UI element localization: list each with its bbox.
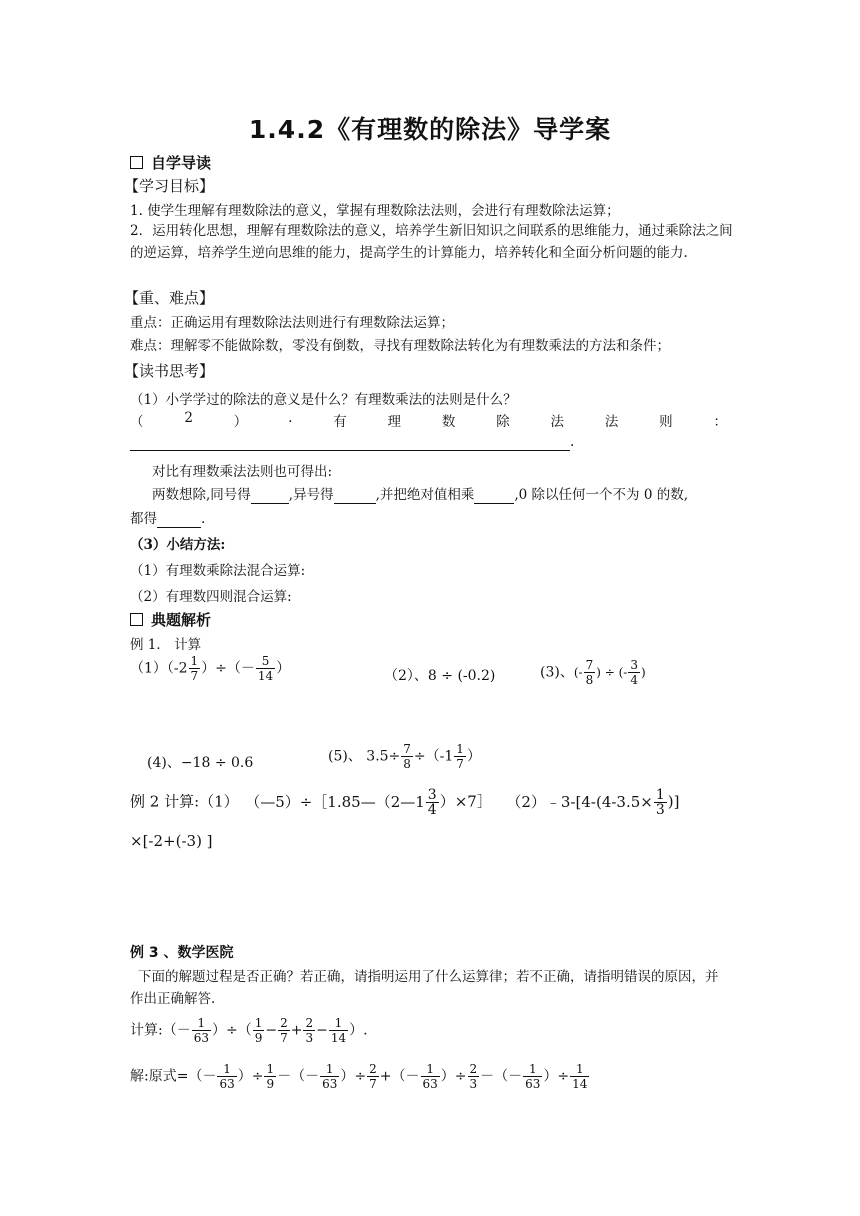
example-3-description: 下面的解题过程是否正确？若正确，请指明运用了什么运算律；若不正确，请指明错误的原因，并作出正确解答. [130, 969, 719, 1007]
fraction: $\frac{5}{14}$ [257, 654, 274, 683]
answer-blank[interactable] [130, 434, 570, 451]
rule-fill-line-2: 都得 . [130, 511, 206, 527]
fraction: $\frac{1}{7}$ [456, 742, 464, 771]
summary-2: （2）有理数四则混合运算: [130, 589, 292, 605]
fraction: $\frac{2}{3}$ [305, 1016, 314, 1045]
fraction: $\frac{2}{3}$ [469, 1062, 478, 1091]
fraction: $\frac{2}{7}$ [369, 1062, 377, 1091]
section-self-study: 自学导读 [130, 152, 211, 173]
rule-fill-line: 两数想除,同号得 ,异号得 ,并把绝对值相乘 ,0 除以任何一个不为 0 的数, [152, 487, 689, 503]
fraction: $\frac{3}{4}$ [427, 787, 437, 818]
fraction: $\frac{1}{14}$ [572, 1062, 588, 1091]
rule-answer-line[interactable]: . [130, 434, 574, 451]
fraction: $\frac{3}{4}$ [630, 658, 638, 687]
checkbox-square-icon [130, 613, 143, 626]
example-1-label: 例 1． 计算 [130, 637, 202, 653]
fraction: $\frac{1}{9}$ [254, 1016, 263, 1045]
reading-question-2: （ 2 ） . 有 理 数 除 法 法 则 ： [130, 410, 727, 430]
objective-1: 1. 使学生理解有理数除法的意义，掌握有理数除法法则，会进行有理数除法运算； [130, 203, 620, 219]
blank-same-sign[interactable] [251, 487, 289, 504]
fraction: $\frac{1}{3}$ [655, 787, 665, 818]
ex1-problem-3: (3)、(- $\frac{7}{8}$ ) ÷ (- $\frac{3}{4}$ ) [540, 658, 646, 687]
objectives-heading: 【学习目标】 [124, 177, 215, 195]
fraction: $\frac{7}{8}$ [585, 658, 594, 687]
fraction: $\frac{1}{63}$ [422, 1062, 438, 1091]
key-point: 重点：正确运用有理数除法法则进行有理数除法运算； [130, 315, 454, 331]
fraction: $\frac{1}{63}$ [322, 1062, 338, 1091]
ex1-problem-1: （1）（-2 $\frac{1}{7}$ ）÷（－ $\frac{5}{14}$ ） [130, 654, 291, 683]
example-2-line-2: ×[-2+(-3) ] [130, 832, 213, 850]
ex1-problem-2: （2）、8 ÷ (-0.2) [384, 668, 496, 684]
blank-zero[interactable] [157, 511, 201, 528]
objective-2: 2．运用转化思想，理解有理数除法的意义，培养学生新旧知识之间联系的思维能力，通过乘除法之间的逆运算，培养学生逆向思维的能力，提高学生的计算能力，培养转化和全面分析问题的能力. [130, 223, 733, 261]
blank-abs[interactable] [474, 487, 514, 504]
compare-text: 对比有理数乘法法则也可得出: [152, 464, 333, 480]
example-2-line-1: 例 2 计算:（1） （—5）÷［1.85—（2—1 $\frac{3}{4}$ ）×7］ （2）﹣3-[4-(4-3.5× $\frac{1}{3}$ )] [130, 787, 680, 818]
page-title: 1.4.2《有理数的除法》导学案 [248, 115, 612, 144]
example-3-heading: 例 3 、数学医院 [130, 945, 234, 961]
blank-diff-sign[interactable] [334, 487, 376, 504]
key-points-heading: 【重、难点】 [124, 289, 215, 307]
fraction: $\frac{1}{63}$ [193, 1016, 209, 1045]
reading-heading: 【读书思考】 [124, 362, 215, 380]
fraction: $\frac{2}{7}$ [280, 1016, 288, 1045]
summary-1: （1）有理数乘除法混合运算: [130, 563, 306, 579]
fraction: $\frac{1}{14}$ [330, 1016, 347, 1045]
ex1-problem-5: (5)、 3.5÷ $\frac{7}{8}$ ÷（-1 $\frac{1}{7}$ ） [328, 742, 481, 771]
example-3-calculation: 计算:（－ $\frac{1}{63}$ ）÷（ $\frac{1}{9}$ − $\frac{2}{7}$ + $\frac{2}{3}$ − $\frac{1}{14}$ ）. [130, 1016, 368, 1045]
fraction: $\frac{1}{7}$ [190, 654, 199, 683]
fraction: $\frac{1}{63}$ [525, 1062, 541, 1091]
fraction: $\frac{7}{8}$ [403, 742, 411, 771]
section-examples: 典题解析 [130, 609, 211, 630]
ex1-problem-4: (4)、−18 ÷ 0.6 [147, 755, 254, 771]
fraction: $\frac{1}{9}$ [266, 1062, 275, 1091]
fraction: $\frac{1}{63}$ [219, 1062, 235, 1091]
checkbox-square-icon [130, 156, 143, 169]
difficult-point: 难点：理解零不能做除数，零没有倒数，寻找有理数除法转化为有理数乘法的方法和条件； [130, 338, 670, 354]
summary-heading: （3）小结方法: [130, 537, 226, 553]
reading-question-1: （1）小学学过的除法的意义是什么？有理数乘法的法则是什么？ [130, 392, 517, 408]
example-3-solution: 解:原式=（－ $\frac{1}{63}$ ）÷ $\frac{1}{9}$ －（－ $\frac{1}{63}$ ）÷ $\frac{2}{7}$ +（－ $\frac{1}{63}$ ）÷ $\frac{2}{3}$ －（－ $\frac{1}{63}$ ）÷ $\frac{1}{14}$ [130, 1062, 588, 1091]
